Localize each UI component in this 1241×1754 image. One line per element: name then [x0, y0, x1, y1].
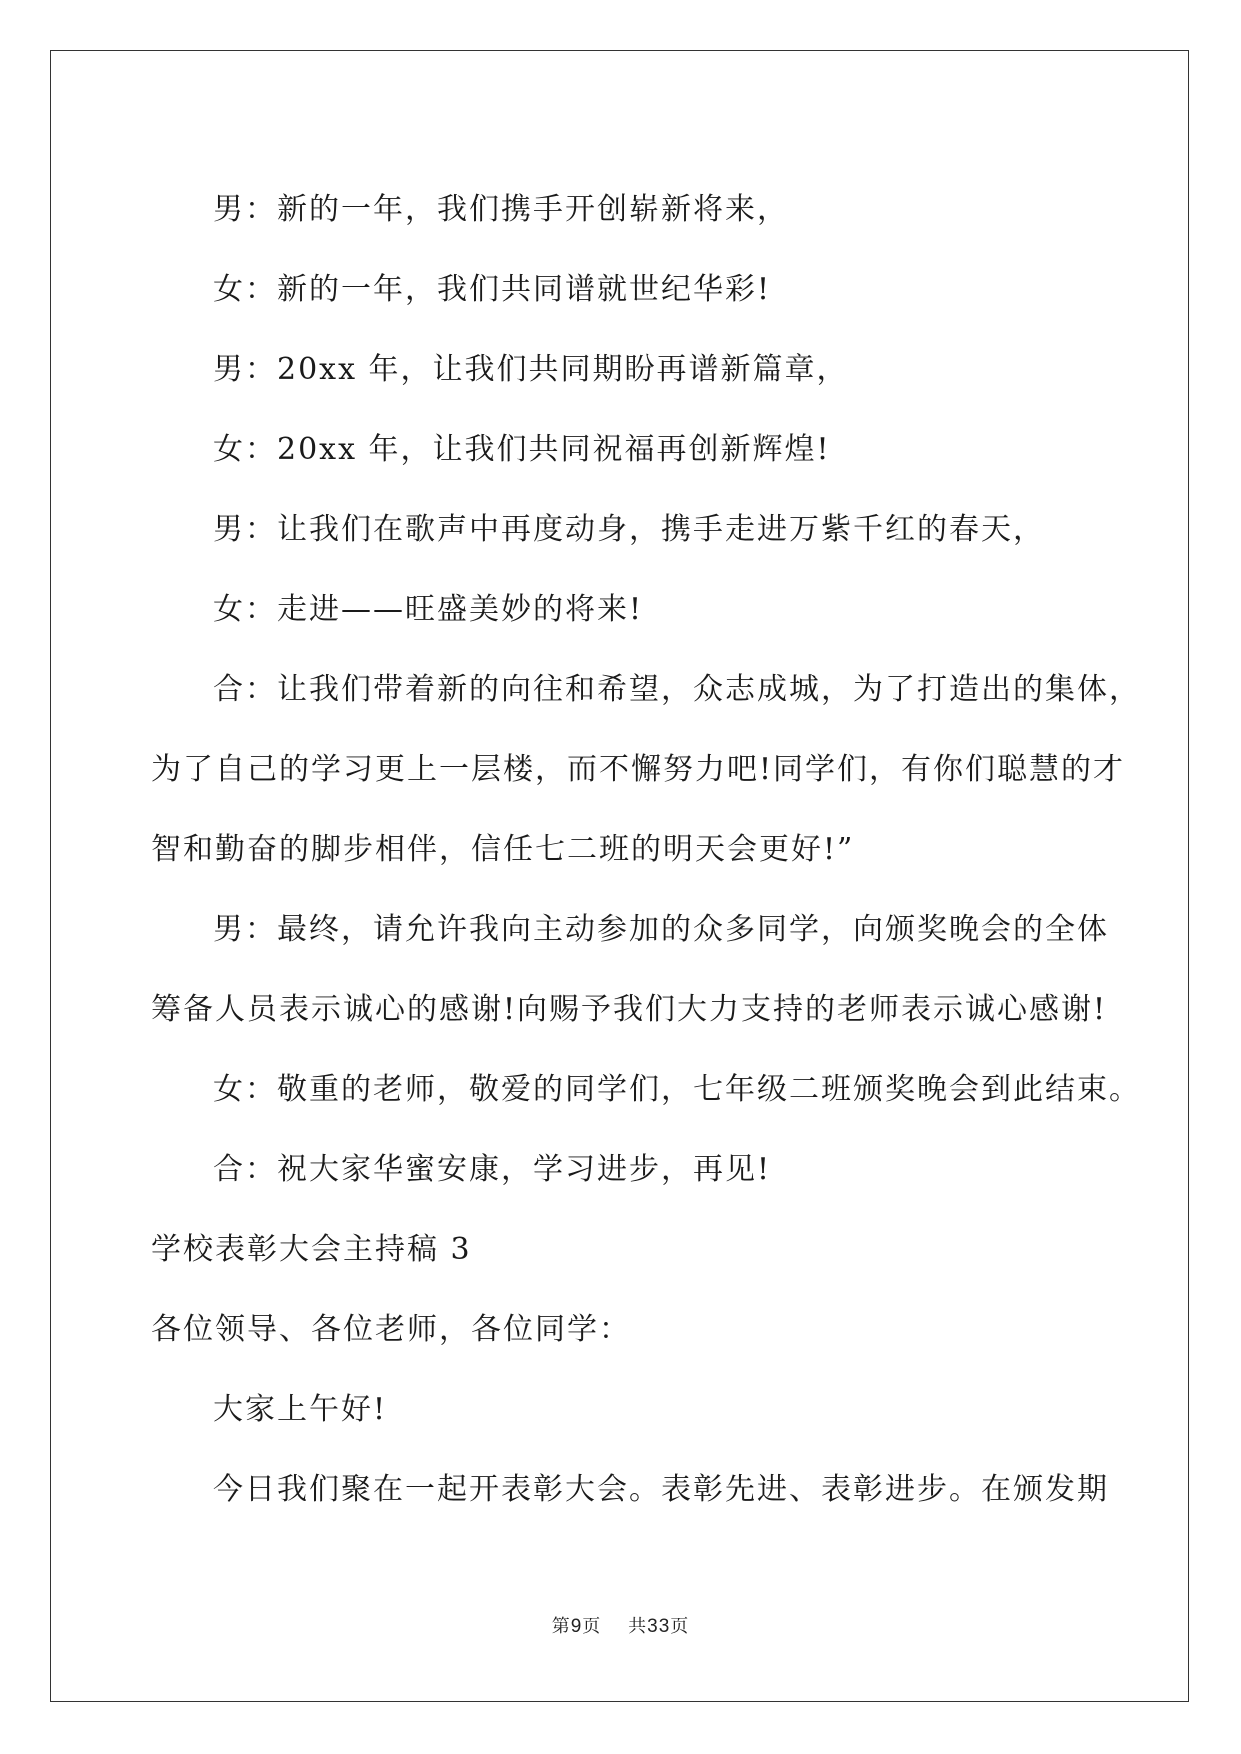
document-body: [151, 170, 1141, 1530]
paragraph: 合：让我们带着新的向往和希望，众志成城，为了打造出的集体，: [213, 672, 1141, 707]
page-number: 9: [570, 1616, 583, 1637]
paragraph-continuation: 为了自己的学习更上一层楼，而不懈努力吧!同学们，有你们聪慧的才: [151, 752, 1126, 787]
page-footer: [0, 1612, 1241, 1638]
footer-prefix: 第: [551, 1616, 571, 1637]
footer-page-suffix: 页: [582, 1616, 602, 1637]
paragraph-continuation: 智和勤奋的脚步相伴，信任七二班的明天会更好!”: [151, 832, 855, 867]
paragraph: 男：新的一年，我们携手开创崭新将来，: [213, 192, 789, 227]
paragraph: 男：最终，请允许我向主动参加的众多同学，向颁奖晚会的全体: [213, 912, 1109, 947]
salutation: 各位领导、各位老师，各位同学：: [151, 1312, 631, 1347]
paragraph: 今日我们聚在一起开表彰大会。表彰先进、表彰进步。在颁发期: [213, 1472, 1109, 1507]
section-title: 学校表彰大会主持稿 3: [151, 1232, 472, 1267]
paragraph: 男：让我们在歌声中再度动身，携手走进万紫千红的春天，: [213, 512, 1045, 547]
footer-total-prefix: 共: [628, 1616, 648, 1637]
paragraph: 大家上午好!: [213, 1392, 388, 1427]
paragraph: 女：走进——旺盛美妙的将来!: [213, 592, 644, 627]
footer-total-suffix: 页: [670, 1616, 690, 1637]
paragraph: 女：新的一年，我们共同谱就世纪华彩!: [213, 272, 772, 307]
paragraph: 男：20xx 年，让我们共同期盼再谱新篇章，: [213, 352, 849, 387]
total-pages: 33: [647, 1616, 671, 1637]
paragraph: 女：敬重的老师，敬爱的同学们，七年级二班颁奖晚会到此结束。: [213, 1072, 1141, 1107]
paragraph: 合：祝大家华蜜安康，学习进步，再见!: [213, 1152, 772, 1187]
paragraph: 女：20xx 年，让我们共同祝福再创新辉煌!: [213, 432, 831, 467]
paragraph-continuation: 筹备人员表示诚心的感谢!向赐予我们大力支持的老师表示诚心感谢!: [151, 992, 1108, 1027]
